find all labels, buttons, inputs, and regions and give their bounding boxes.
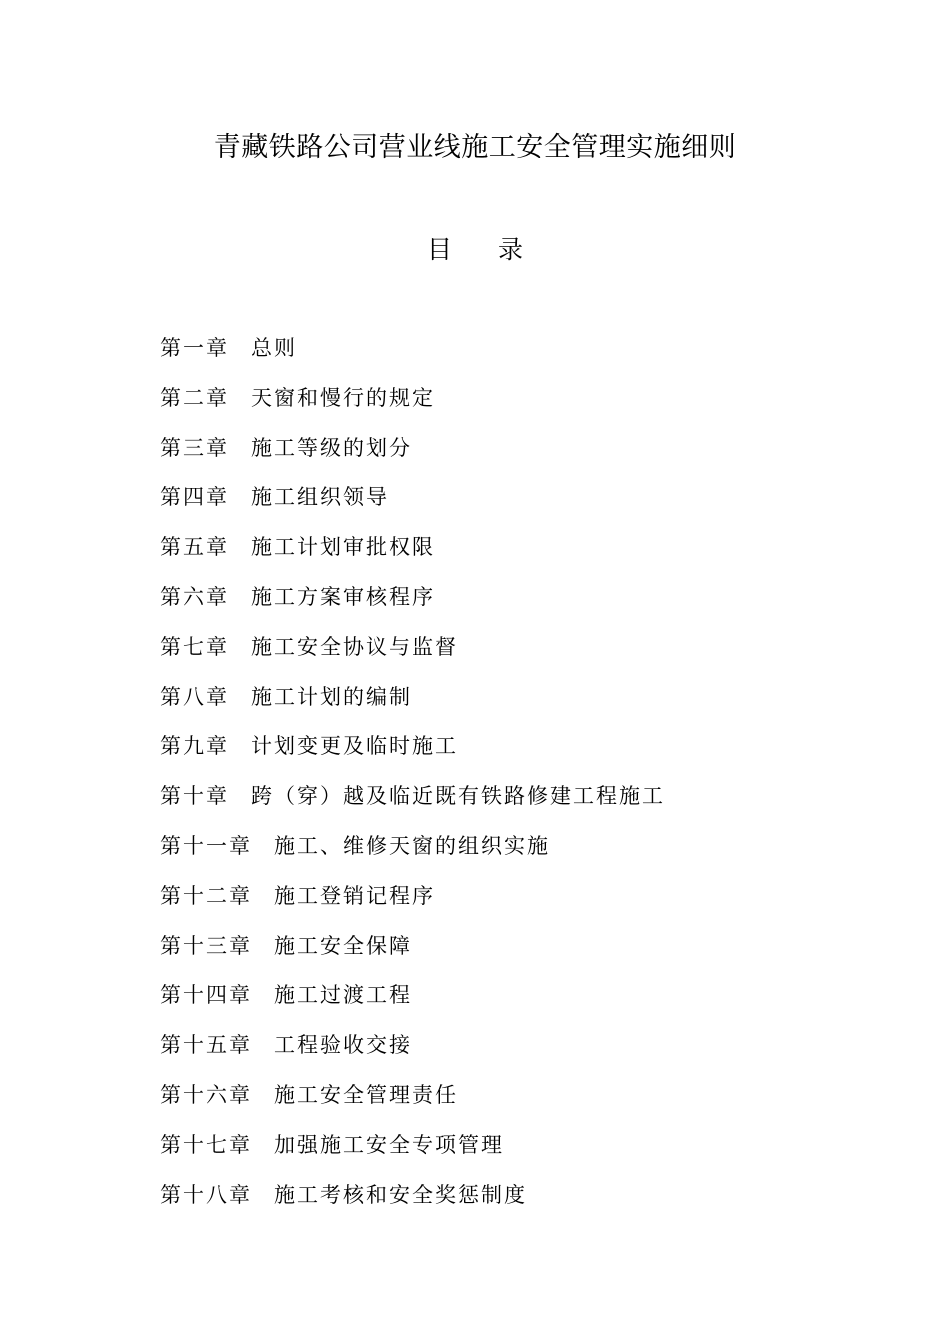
chapter-number: 第十八章 [160, 1182, 252, 1207]
toc-item-chapter-18[interactable] [160, 1177, 665, 1227]
chapter-number: 第十四章 [160, 983, 252, 1008]
chapter-title: 加强施工安全专项管理 [274, 1132, 504, 1157]
toc-item-chapter-8[interactable] [160, 679, 665, 729]
toc-heading [0, 230, 950, 270]
chapter-number: 第十一章 [160, 833, 252, 858]
chapter-title: 施工、维修天窗的组织实施 [274, 833, 550, 858]
chapter-title: 施工安全管理责任 [274, 1082, 458, 1107]
toc-item-chapter-13[interactable] [160, 928, 665, 978]
toc-item-chapter-2[interactable] [160, 380, 665, 430]
chapter-number: 第十七章 [160, 1132, 252, 1157]
toc-item-chapter-7[interactable] [160, 629, 665, 679]
chapter-number: 第一章 [160, 336, 229, 360]
chapter-number: 第八章 [160, 684, 229, 709]
chapter-title: 施工安全保障 [274, 933, 412, 958]
toc-item-chapter-15[interactable] [160, 1027, 665, 1077]
toc-item-chapter-11[interactable] [160, 828, 665, 878]
chapter-title: 计划变更及临时施工 [251, 734, 458, 759]
chapter-number: 第三章 [160, 435, 229, 460]
chapter-title: 天窗和慢行的规定 [251, 385, 435, 410]
toc-item-chapter-12[interactable] [160, 878, 665, 928]
chapter-title: 施工计划审批权限 [251, 535, 435, 560]
toc-heading-char-2: 录 [498, 235, 524, 264]
chapter-number: 第四章 [160, 485, 229, 510]
chapter-title: 施工等级的划分 [251, 435, 412, 460]
table-of-contents [160, 330, 665, 1226]
chapter-title: 施工登销记程序 [274, 883, 435, 908]
chapter-title: 施工方案审核程序 [251, 584, 435, 609]
chapter-title: 施工过渡工程 [274, 983, 412, 1008]
chapter-number: 第七章 [160, 634, 229, 659]
chapter-number: 第九章 [160, 734, 229, 759]
chapter-number: 第二章 [160, 385, 229, 410]
chapter-title: 跨（穿）越及临近既有铁路修建工程施工 [251, 784, 665, 809]
chapter-title: 总则 [251, 336, 297, 360]
document-title: 青藏铁路公司营业线施工安全管理实施细则 [213, 132, 737, 163]
chapter-number: 第十章 [160, 784, 229, 809]
toc-item-chapter-16[interactable] [160, 1077, 665, 1127]
toc-item-chapter-3[interactable] [160, 430, 665, 480]
chapter-title: 施工安全协议与监督 [251, 634, 458, 659]
toc-heading-char-1: 目 [426, 235, 452, 264]
chapter-number: 第六章 [160, 584, 229, 609]
chapter-number: 第十三章 [160, 933, 252, 958]
chapter-title: 工程验收交接 [274, 1033, 412, 1058]
chapter-number: 第十二章 [160, 883, 252, 908]
toc-item-chapter-5[interactable] [160, 529, 665, 579]
toc-item-chapter-4[interactable] [160, 479, 665, 529]
chapter-number: 第十五章 [160, 1033, 252, 1058]
chapter-title: 施工计划的编制 [251, 684, 412, 709]
toc-item-chapter-1[interactable] [160, 330, 665, 380]
toc-item-chapter-9[interactable] [160, 728, 665, 778]
toc-item-chapter-14[interactable] [160, 977, 665, 1027]
chapter-number: 第十六章 [160, 1082, 252, 1107]
toc-item-chapter-6[interactable] [160, 579, 665, 629]
chapter-title: 施工考核和安全奖惩制度 [274, 1182, 527, 1207]
chapter-title: 施工组织领导 [251, 485, 389, 510]
toc-item-chapter-10[interactable] [160, 778, 665, 828]
toc-item-chapter-17[interactable] [160, 1127, 665, 1177]
chapter-number: 第五章 [160, 535, 229, 560]
